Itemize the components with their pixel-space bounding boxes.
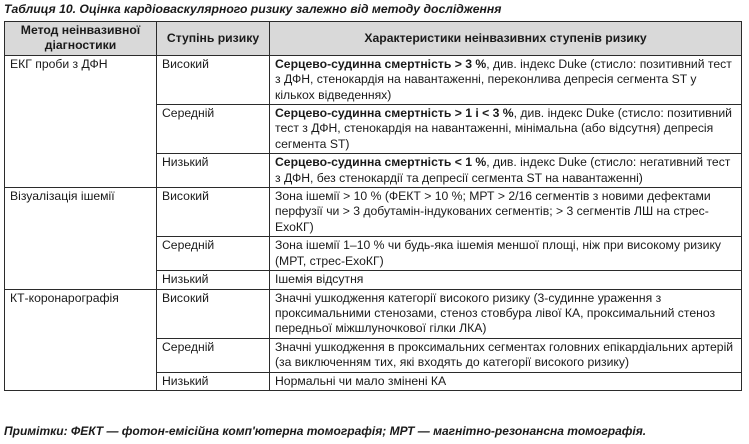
table-row [5,55,742,104]
method-cell: Візуалізація ішемії [5,188,157,289]
lead-text: Серцево-судинна смертність > 3 % [275,56,487,71]
body-text: , див. індекс Duke (стисло: позитивний тест з ДФН, стенокардія на навантаженні, мінімальна (або відсутня) депресія сегмента ST) [275,106,732,151]
level-cell: Низький [157,154,270,188]
level-cell: Високий [157,55,270,104]
characteristics-cell: Зона ішемії > 10 % (ФЕКТ > 10 %; МРТ > 2/16 сегментів з новими дефектами перфузії чи > 3 добутамін-індукованих сегментів; > 3 сегментів ЛШ на стрес-ЕхоКГ) [270,188,742,237]
characteristics-cell [270,55,742,104]
characteristics-cell: Нормальні чи мало змінені КА [270,372,742,390]
body-text: , див. індекс Duke (стисло: негативний тест з ДФН, без стенокардії та депресії сегмента ST на навантаженні) [275,155,731,185]
table-row [5,188,742,237]
level-cell: Низький [157,372,270,390]
level-cell: Низький [157,271,270,289]
characteristics-cell: Зона ішемії 1–10 % чи будь-яка ішемія меншої площі, ніж при високому ризику (МРТ, стрес-ЕхоКГ) [270,237,742,271]
level-cell: Середній [157,338,270,372]
table-row [5,289,742,338]
header-characteristics: Характеристики неінвазивних ступенів ризику [270,22,742,56]
level-cell: Високий [157,188,270,237]
characteristics-cell: Ішемія відсутня [270,271,742,289]
table-caption: Таблиця 10. Оцінка кардіоваскулярного ризику залежно від методу дослідження [4,2,502,16]
characteristics-cell [270,105,742,154]
lead-text: Серцево-судинна смертність < 1 % [275,155,487,170]
header-method: Метод неінвазивної діагностики [5,22,157,56]
level-cell: Середній [157,105,270,154]
level-cell: Середній [157,237,270,271]
characteristics-cell: Значні ушкодження в проксимальних сегментах головних епікардіальних артерій (за виключенням тих, які входять до категорії високого ризику) [270,338,742,372]
table-note: Примітки: ФЕКТ — фотон-емісійна комп'ютерна томографія; МРТ — магнітно-резонансна томографія. [4,424,647,438]
level-cell: Високий [157,289,270,338]
method-cell: ЕКГ проби з ДФН [5,55,157,187]
body-text: , див. індекс Duke (стисло: позитивний тест з ДФН, стенокардія на навантаженні, переконлива депресія сегмента ST у кількох відведеннях) [275,56,732,102]
characteristics-cell [270,154,742,188]
characteristics-cell: Значні ушкодження категорії високого ризику (3-судинне ураження з проксимальними стенозами, стеноз стовбура лівої КА, проксимальний стеноз передньої міжшлуночкової гілки ЛКА) [270,289,742,338]
header-row [5,22,742,56]
header-level: Ступінь ризику [157,22,270,56]
method-cell: КТ-коронарографія [5,289,157,390]
risk-table [4,21,742,391]
lead-text: Серцево-судинна смертність > 1 і < 3 % [275,106,514,121]
